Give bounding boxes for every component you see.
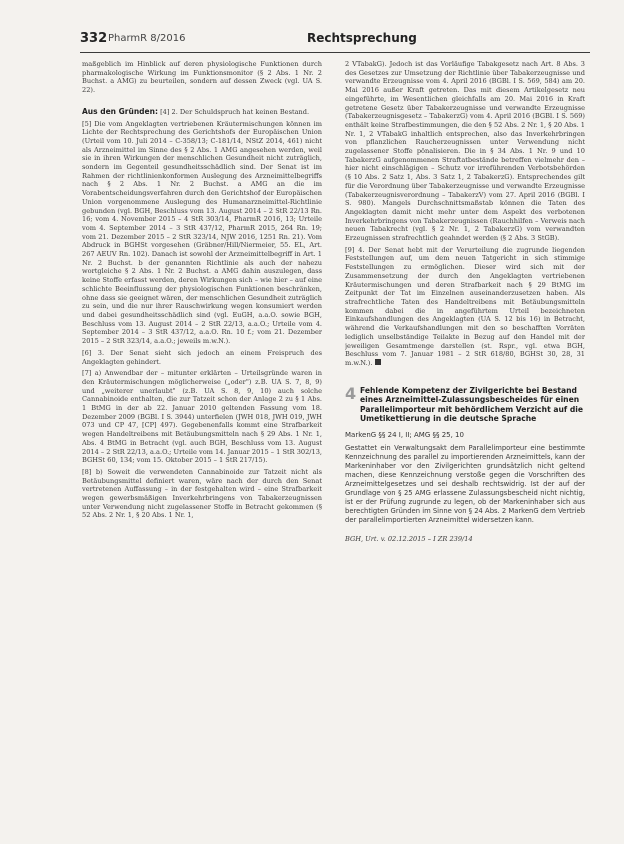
intro-paragraph: maßgeblich im Hinblick auf deren physiologische Funktionen durch pharmakologische Wirkung im Funktionsmonitor (§ 2 Abs. 1 Nr. 2 Buchst. a AMG) zu beurteilen, sondern auf dessen Zweck (vgl. UA S. 22). [82,60,322,95]
end-mark-icon [375,359,381,365]
paragraph-8: [8] b) Soweit die verwendeten Cannabinoide zur Tatzeit nicht als Betäubungsmittel definiert waren, wäre nach der durch den Senat vertretenen Auffassung – in der festgehalten wird – eine Strafbarkeit wegen gewerbsmäßigen Inverkehrbringens von Tabakerzeugnissen unter Verwendung nicht zugelassener Stoffe in Betracht gekommen (§ 52 Abs. 2 Nr. 1, § 20 Abs. 1 Nr. 1, [82,467,322,520]
paragraph-9-text: [9] 4. Der Senat hebt mit der Verurteilung die zugrunde liegenden Feststellungen auf, um dem neuen Tatgericht in sich stimmige Feststellungen zu ermöglichen. Dieser wird sich mit der Zusammensetzung der durch den Angeklagten vertriebenen Kräutermischungen und deren Strafbarkeit nach § 29 BtMG im Zeitpunkt der Tat im Einzelnen auseinanderzusetzen haben. Als strafrechtliche Taten des Handeltreibens mit Betäubungsmitteln kommen dabei die in angeführtem Urteil bezeichneten Einkaufshandlungen des Angeklagten (UA S. 12 bis 16) in Betracht, während die Verkaufshandlungen mit den so beschafften Vorräten lediglich unselbständige Teilakte in Bezug auf den Handel mit der jeweiligen Gesamtmenge darstellen (st. Rspr., vgl. etwa BGH, Beschluss vom 7. Januar 1981 – 2 StR 618/80, BGHSt 30, 28, 31 m.w.N.). [345,245,585,367]
paragraph-5: [5] Die vom Angeklagten vertriebenen Kräutermischungen können im Lichte der Rechtsprechung des Gerichtshofs der Europäischen Union (Urteil vom 10. Juli 2014 – C-358/13; C-181/14, NStZ 2014, 461) nicht als Arzneimittel im Sinne des § 2 Abs. 1 AMG angesehen werden, weil sie in ihren Wirkungen der menschlichen Gesundheit nicht zuträglich, sondern im Gegenteil gesundheitsschädlich sind. Der Senat ist im Rahmen der richtlinienkonformen Auslegung des Arzneimittelbegriffs nach § 2 Abs. 1 Nr. 2 Buchst. a AMG an die im Vorabentscheidungsverfahren durch den Gerichtshof der Europäischen Union vorgenommene Auslegung des Humanarzneimittel-Richtlinie gebunden (vgl. BGH, Beschluss vom 13. August 2014 – 2 StR 22/13 Rn. 16; vom 4. November 2015 – 4 StR 303/14, PharmR 2016, 13; Urteile vom 4. September 2014 – 3 StR 437/12, PharmR 2015, 264 Rn. 19; vom 21. Dezember 2015 – 2 StR 323/14, NJW 2016, 1251 Rn. 21). Vom Abdruck in BGHSt vorgesehen (Gräbner/Hill/Niermeier, 55. EL, Art. 267 AEUV Rn. 102). Danach ist sowohl der Arzneimittelbegriff in Art. 1 Nr. 2 Buchst. b der genannten Richtlinie als auch der nahezu wortgleiche § 2 Abs. 1 Nr. 2 Buchst. a AMG dahin auszulegen, dass keine Stoffe erfasst werden, deren Wirkungen sich – wie hier – auf eine schlichte Beeinflussung der physiologischen Funktionen beschränken, ohne dass sie geeignet wären, der menschlichen Gesundheit zuträglich zu sein, und die nur ihrer Rauschwirkung wegen konsumiert werden und dabei gesundheitsschädlich sind (vgl. EuGH, a.a.O. sowie BGH, Beschluss vom 13. August 2014 – 2 StR 22/13, a.a.O.; Urteile vom 4. September 2014 – 3 StR 437/12, a.a.O. Rn. 10 f.; vom 21. Dezember 2015 – 2 StR 323/14, a.a.O.; jeweils m.w.N.). [82,119,322,346]
case-block [345,383,585,544]
page-number: 332 [80,31,108,46]
left-column [82,60,322,820]
journal-name: PharmR 8/2016 [108,33,186,44]
page-header [80,30,590,53]
grounds-heading: Aus den Gründen: [82,106,158,116]
case-headnote: Gestattet ein Verwaltungsakt dem Parallelimporteur eine bestimmte Kennzeichnung des parallel zu importierenden Arzneimittels, kann der Markeninhaber vor den Zivilgerichten grundsätzlich nicht geltend machen, diese Kennzeichnung verstoße gegen die Vorschriften des Arzneimittelgesetzes und sei deshalb rechtswidrig. Ist der auf der Grundlage von § 25 AMG erlassene Zulassungsbescheid nicht nichtig, ist er der Prüfung zugrunde zu legen, ob der Markeninhaber sich aus berechtigten Gründen im Sinne von § 24 Abs. 2 MarkenG dem Vertrieb der parallelimportierten Arzneimittel widersetzen kann. [345,443,585,524]
paragraph-7: [7] a) Anwendbar der – mitunter erklärten – Urteilsgründe waren in den Kräutermischungen möglicherweise („oder") z.B. UA S. 7, 8, 9) und „weiterer unerlaubt" (z.B. UA S. 8, 9, 10) auch solche Cannabinoide enthalten, die zur Tatzeit schon der Anlage 2 zu § 1 Abs. 1 BtMG in der ab 22. Januar 2010 geltenden Fassung vom 18. Dezember 2009 (BGBl. I S. 3944) unterfielen (JWH 018, JWH 019, JWH 073 und CP 47, [CP] 497). Gegebenenfalls kommt eine Strafbarkeit wegen Handeltreibens mit Betäubungsmitteln nach § 29 Abs. 1 Nr. 1, Abs. 4 BtMG in Betracht (vgl. auch BGH, Beschluss vom 13. August 2014 – 2 StR 22/13, a.a.O.; Urteile vom 14. Januar 2015 – 1 StR 302/13, BGHSt 60, 134; vom 15. Oktober 2015 – 1 StR 217/15). [82,369,322,465]
case-citation: BGH, Urt. v. 02.12.2015 – I ZR 239/14 [345,534,473,543]
paragraph-9 [345,246,585,368]
case-number: 4 [345,383,357,403]
case-title: Fehlende Kompetenz der Zivilgerichte bei Bestand eines Arzneimittel-Zulassungsbescheides für einen Parallelimporteur mit behördlichem Verzicht auf die Umetikettierung in die deutsche Sprache [360,385,584,424]
paragraph-8-continued: 2 VTabakG). Jedoch ist das Vorläufige Tabakgesetz nach Art. 8 Abs. 3 des Gesetzes zur Umsetzung der Richtlinie über Tabakerzeugnisse und verwandte Erzeugnisse vom 4. April 2016 (BGBl. I S. 569, 584) am 20. Mai 2016 außer Kraft getreten. Das mit diesem Artikelgesetz neu eingeführte, im Wesentlichen gleichfalls am 20. Mai 2016 in Kraft getretene Gesetz über Tabakerzeugnisse und verwandte Erzeugnisse (Tabakerzeugnisgesetz – TabakerzG) vom 4. April 2016 (BGBl. I S. 569) enthält keine Strafbestimmungen, die den § 52 Abs. 2 Nr. 1, § 20 Abs. 1 Nr. 1, 2 VTabakG inhaltlich entsprechen, also das Inverkehrbringen von pflanzlichen Raucherzeugnissen unter Verwendung nicht zugelassener Stoffe pönalisieren. Die in § 34 Abs. 1 Nr. 9 und 10 TabakerzG aufgenommenen Straftatbestände betreffen vielmehr den – hier nicht einschlägigen – Schutz vor irreführenden Verbotsbehörden (§ 10 Abs. 2 Satz 1, Abs. 3 Satz 1, 2 TabakerzG). Entsprechendes gilt für die Verordnung über Tabakerzeugnisse und verwandte Erzeugnisse (Tabakerzeugnisverordnung – TabakerzV) vom 27. April 2016 (BGBl. I S. 980). Mangels Durchschnittsmaßstab können die Taten des Angeklagten damit nicht mehr unter dem Aspekt des verbotenen Inverkehrbringens von Tabakerzeugnissen (Rauchhilfen – Verweis nach neuen Tabakrecht (vgl. § 2 Nr. 1, 2 TabakerzG) vom verwandten Erzeugnissen strafrechtlich geahndet werden (§ 2 Abs. 3 StGB). [345,60,585,243]
right-column [345,60,585,820]
section-title: Rechtsprechung [307,31,417,45]
paragraph-6: [6] 3. Der Senat sieht sich jedoch an einem Freispruch des Angeklagten gehindert. [82,348,322,366]
case-norms: MarkenG §§ 24 I, II; AMG §§ 25, 10 [345,430,464,439]
grounds-paragraph [82,108,322,117]
grounds-first-text: [4] 2. Der Schuldspruch hat keinen Bestand. [160,107,310,116]
